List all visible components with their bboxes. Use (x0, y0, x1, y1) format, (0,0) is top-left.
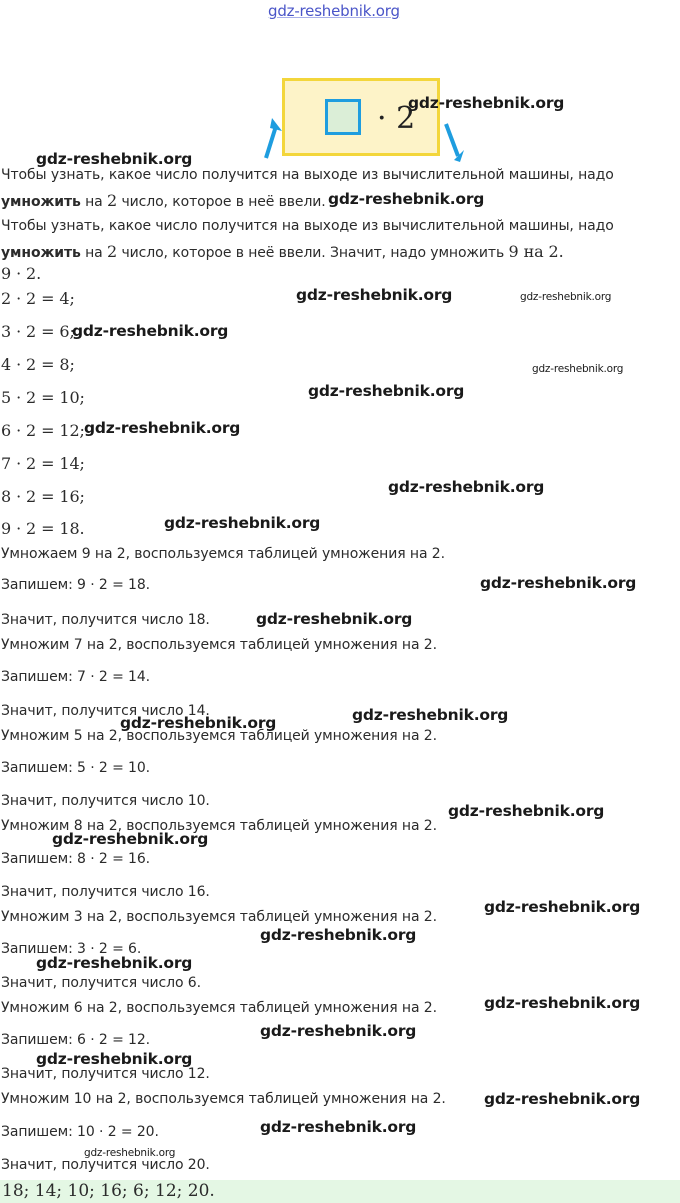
watermark: gdz-reshebnik.org (260, 1118, 417, 1136)
watermark: gdz-reshebnik.org (520, 291, 612, 303)
table-row: 5 · 2 = 10; (1, 388, 85, 407)
watermark: gdz-reshebnik.org (480, 574, 637, 592)
block-write: Запишем: 3 · 2 = 6. (1, 941, 142, 957)
block-result: Значит, получится число 12. (1, 1066, 210, 1082)
watermark: gdz-reshebnik.org (52, 830, 209, 848)
intro-2-tail: 9 на 2. (508, 242, 564, 261)
intro-2-mid: на (80, 245, 108, 261)
watermark: gdz-reshebnik.org (352, 706, 509, 724)
watermark: gdz-reshebnik.org (36, 1050, 193, 1068)
block-write: Запишем: 10 · 2 = 20. (1, 1124, 159, 1140)
table-row: 9 · 2 = 18. (1, 519, 85, 538)
watermark: gdz-reshebnik.org (328, 190, 485, 208)
block-heading: Умножим 6 на 2, воспользуемся таблицей умножения на 2. (1, 1000, 437, 1016)
block-result: Значит, получится число 6. (1, 975, 201, 991)
watermark: gdz-reshebnik.org (84, 419, 241, 437)
computing-machine (282, 78, 440, 156)
watermark: gdz-reshebnik.org (388, 478, 545, 496)
block-result: Значит, получится число 20. (1, 1157, 210, 1173)
block-heading: Умножаем 9 на 2, воспользуемся таблицей умножения на 2. (1, 546, 445, 562)
block-result: Значит, получится число 16. (1, 884, 210, 900)
machine-operator: · 2 (377, 101, 416, 136)
input-square-icon (325, 99, 361, 135)
intro-paragraph-2 (1, 213, 679, 266)
intro-2-pre: Чтобы узнать, какое число получится на выходе из вычислительной машины, надо (1, 218, 614, 234)
block-write: Запишем: 5 · 2 = 10. (1, 760, 151, 776)
watermark: gdz-reshebnik.org (120, 714, 277, 732)
watermark: gdz-reshebnik.org (260, 926, 417, 944)
intro-2-num: 2 (107, 242, 118, 261)
watermark: gdz-reshebnik.org (36, 150, 193, 168)
watermark: gdz-reshebnik.org (408, 94, 565, 112)
watermark: gdz-reshebnik.org (164, 514, 321, 532)
watermark: gdz-reshebnik.org (256, 610, 413, 628)
watermark: gdz-reshebnik.org (36, 954, 193, 972)
table-row: 2 · 2 = 4; (1, 289, 75, 308)
table-row: 4 · 2 = 8; (1, 355, 75, 374)
table-row: 7 · 2 = 14; (1, 454, 85, 473)
block-heading: Умножим 7 на 2, воспользуемся таблицей умножения на 2. (1, 637, 437, 653)
answer-text: 18; 14; 10; 16; 6; 12; 20. (2, 1181, 215, 1201)
watermark: gdz-reshebnik.org (484, 994, 641, 1012)
watermark: gdz-reshebnik.org (84, 1147, 176, 1159)
intro-2-post: число, которое в неё ввели. Значит, надо умножить (117, 245, 509, 261)
watermark: gdz-reshebnik.org (260, 1022, 417, 1040)
table-row: 3 · 2 = 6; (1, 322, 75, 341)
expression: 9 · 2. (1, 264, 42, 283)
watermark: gdz-reshebnik.org (484, 898, 641, 916)
watermark: gdz-reshebnik.org (448, 802, 605, 820)
table-row: 8 · 2 = 16; (1, 487, 85, 506)
block-heading: Умножим 5 на 2, воспользуемся таблицей умножения на 2. (1, 728, 437, 744)
watermark: gdz-reshebnik.org (72, 322, 229, 340)
watermark: gdz-reshebnik.org (484, 1090, 641, 1108)
block-result: Значит, получится число 10. (1, 793, 210, 809)
block-write: Запишем: 7 · 2 = 14. (1, 669, 151, 685)
block-result: Значит, получится число 18. (1, 612, 210, 628)
block-heading: Умножим 3 на 2, воспользуемся таблицей умножения на 2. (1, 909, 437, 925)
watermark: gdz-reshebnik.org (532, 363, 624, 375)
intro-1-num: 2 (107, 191, 118, 210)
watermark: gdz-reshebnik.org (296, 286, 453, 304)
intro-1-bold: умножить (1, 194, 81, 210)
block-result: Значит, получится число 14. (1, 703, 210, 719)
block-write: Запишем: 8 · 2 = 16. (1, 851, 151, 867)
block-write: Запишем: 9 · 2 = 18. (1, 577, 151, 593)
block-heading: Умножим 8 на 2, воспользуемся таблицей умножения на 2. (1, 818, 437, 834)
intro-1-pre: Чтобы узнать, какое число получится на выходе из вычислительной машины, надо (1, 167, 614, 183)
block-heading: Умножим 10 на 2, воспользуемся таблицей умножения на 2. (1, 1091, 446, 1107)
intro-2-bold: умножить (1, 245, 81, 261)
watermark: gdz-reshebnik.org (308, 382, 465, 400)
intro-1-mid: на (80, 194, 108, 210)
intro-1-post: число, которое в неё ввели. (117, 194, 326, 210)
table-row: 6 · 2 = 12; (1, 421, 85, 440)
watermark-top-link[interactable]: gdz-reshebnik.org (268, 2, 400, 20)
block-write: Запишем: 6 · 2 = 12. (1, 1032, 151, 1048)
